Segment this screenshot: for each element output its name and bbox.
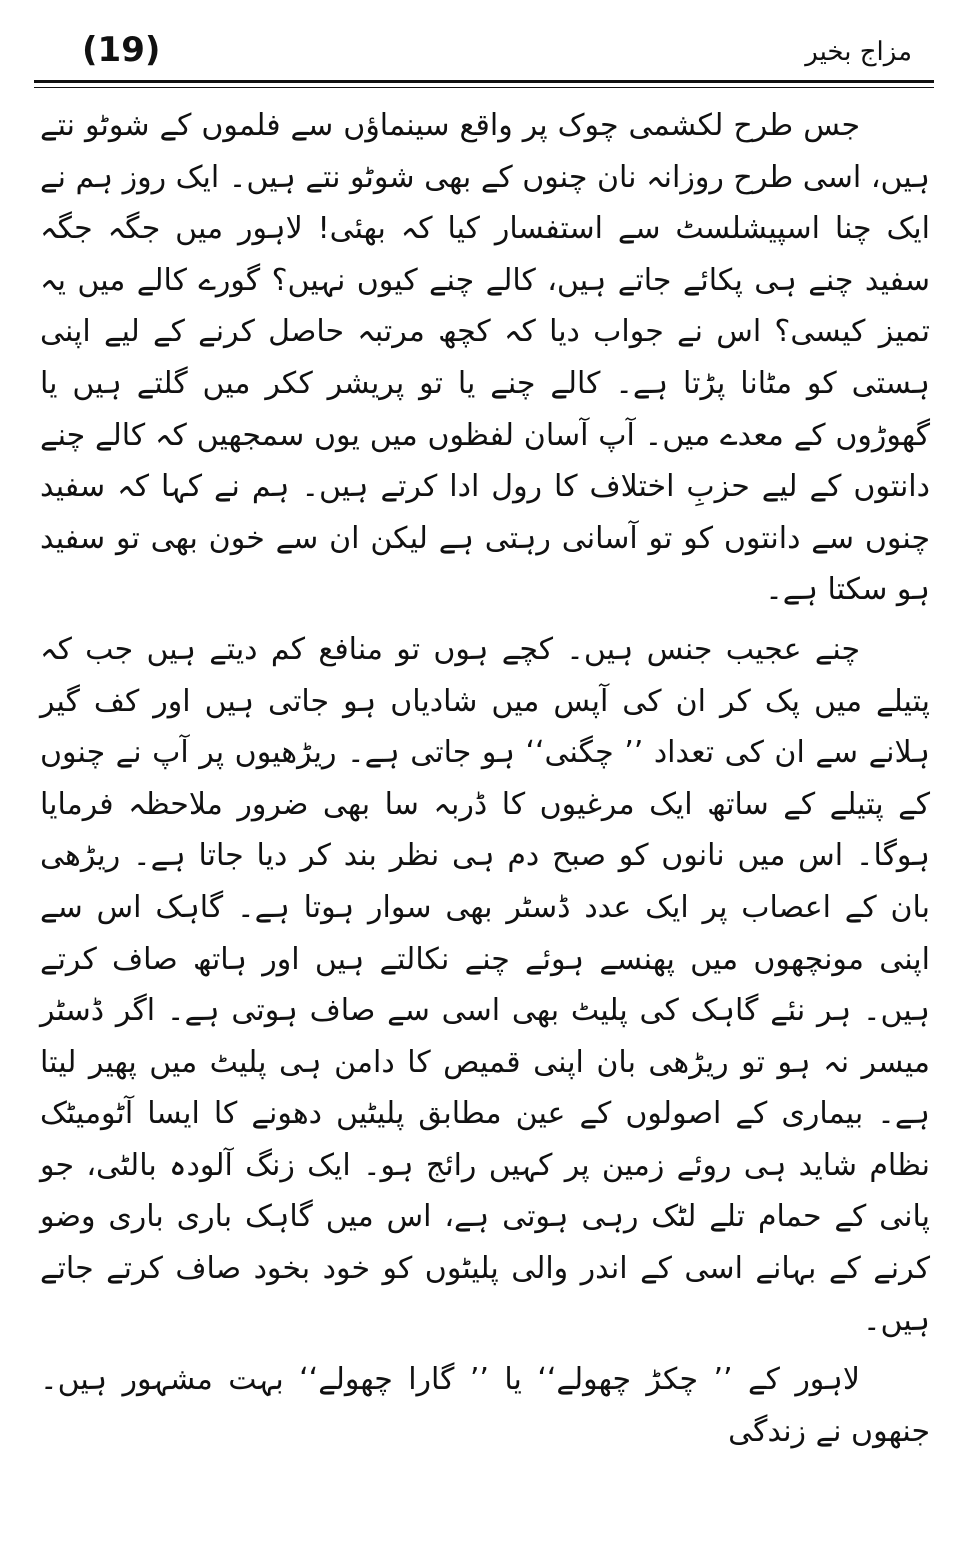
paragraph-1: جس طرح لکشمی چوک پر واقع سینماؤں سے فلموں کے شوٹو نتے ہیں، اسی طرح روزانہ نان چنوں کے بھی شوٹو نتے ہیں۔ ایک روز ہم نے ایک چنا اسپیشلسٹ سے استفسار کیا کہ بھئی! لاہور میں جگہ جگہ سفید چنے ہی پکائے جاتے ہیں، کالے چنے کیوں نہیں؟ گورے کالے میں یہ تمیز کیسی؟ اس نے جواب دیا کہ کچھ مرتبہ حاصل کرنے کے لیے اپنی ہستی کو مٹانا پڑتا ہے۔ کالے چنے یا تو پریشر ککر میں گلتے ہیں یا گھوڑوں کے معدے میں۔ آپ آسان لفظوں میں یوں سمجھیں کہ کالے چنے دانتوں کے لیے حزبِ اختلاف کا رول ادا کرتے ہیں۔ ہم نے کہا کہ سفید چنوں سے دانتوں کو تو آسانی رہتی ہے لیکن ان سے خون بھی تو سفید ہو سکتا ہے۔ xyxy=(40,108,930,608)
body-text xyxy=(40,100,930,1465)
header-divider-thin xyxy=(34,87,934,88)
header-divider-thick xyxy=(34,80,934,83)
page-number: (19) xyxy=(82,30,161,70)
page-header xyxy=(34,20,934,80)
book-title: مزاج بخیر xyxy=(805,37,912,67)
paragraph-3: لاہور کے ’’ چکڑ چھولے‘‘ یا ’’ گارا چھولے‘‘ بہت مشہور ہیں۔ جنھوں نے زندگی xyxy=(40,1362,930,1449)
paragraph-2: چنے عجیب جنس ہیں۔ کچے ہوں تو منافع کم دیتے ہیں جب کہ پتیلے میں پک کر ان کی آپس میں شادیاں ہو جاتی ہیں اور کف گیر ہلانے سے ان کی تعداد ’’ چگنی‘‘ ہو جاتی ہے۔ ریڑھیوں پر آپ نے چنوں کے پتیلے کے ساتھ ایک مرغیوں کا ڈربہ سا بھی ضرور ملاحظہ فرمایا ہوگا۔ اس میں نانوں کو صبح دم ہی نظر بند کر دیا جاتا ہے۔ ریڑھی بان کے اعصاب پر ایک عدد ڈسٹر بھی سوار ہوتا ہے۔ گاہک اس سے اپنی مونچھوں میں پھنسے ہوئے چنے نکالتے ہیں اور ہاتھ صاف کرتے ہیں۔ ہر نئے گاہک کی پلیٹ بھی اسی سے صاف ہوتی ہے۔ اگر ڈسٹر میسر نہ ہو تو ریڑھی بان اپنی قمیص کا دامن ہی پلیٹ میں پھیر لیتا ہے۔ بیماری کے اصولوں کے عین مطابق پلیٹیں دھونے کا ایسا آٹومیٹک نظام شاید ہی روئے زمین پر کہیں رائج ہو۔ ایک زنگ آلودہ بالٹی، جو پانی کے حمام تلے لٹک رہی ہوتی ہے، اس میں گاہک باری باری وضو کرنے کے بہانے اسی کے اندر والی پلیٹوں کو خود بخود صاف کرتے جاتے ہیں۔ xyxy=(40,631,930,1338)
